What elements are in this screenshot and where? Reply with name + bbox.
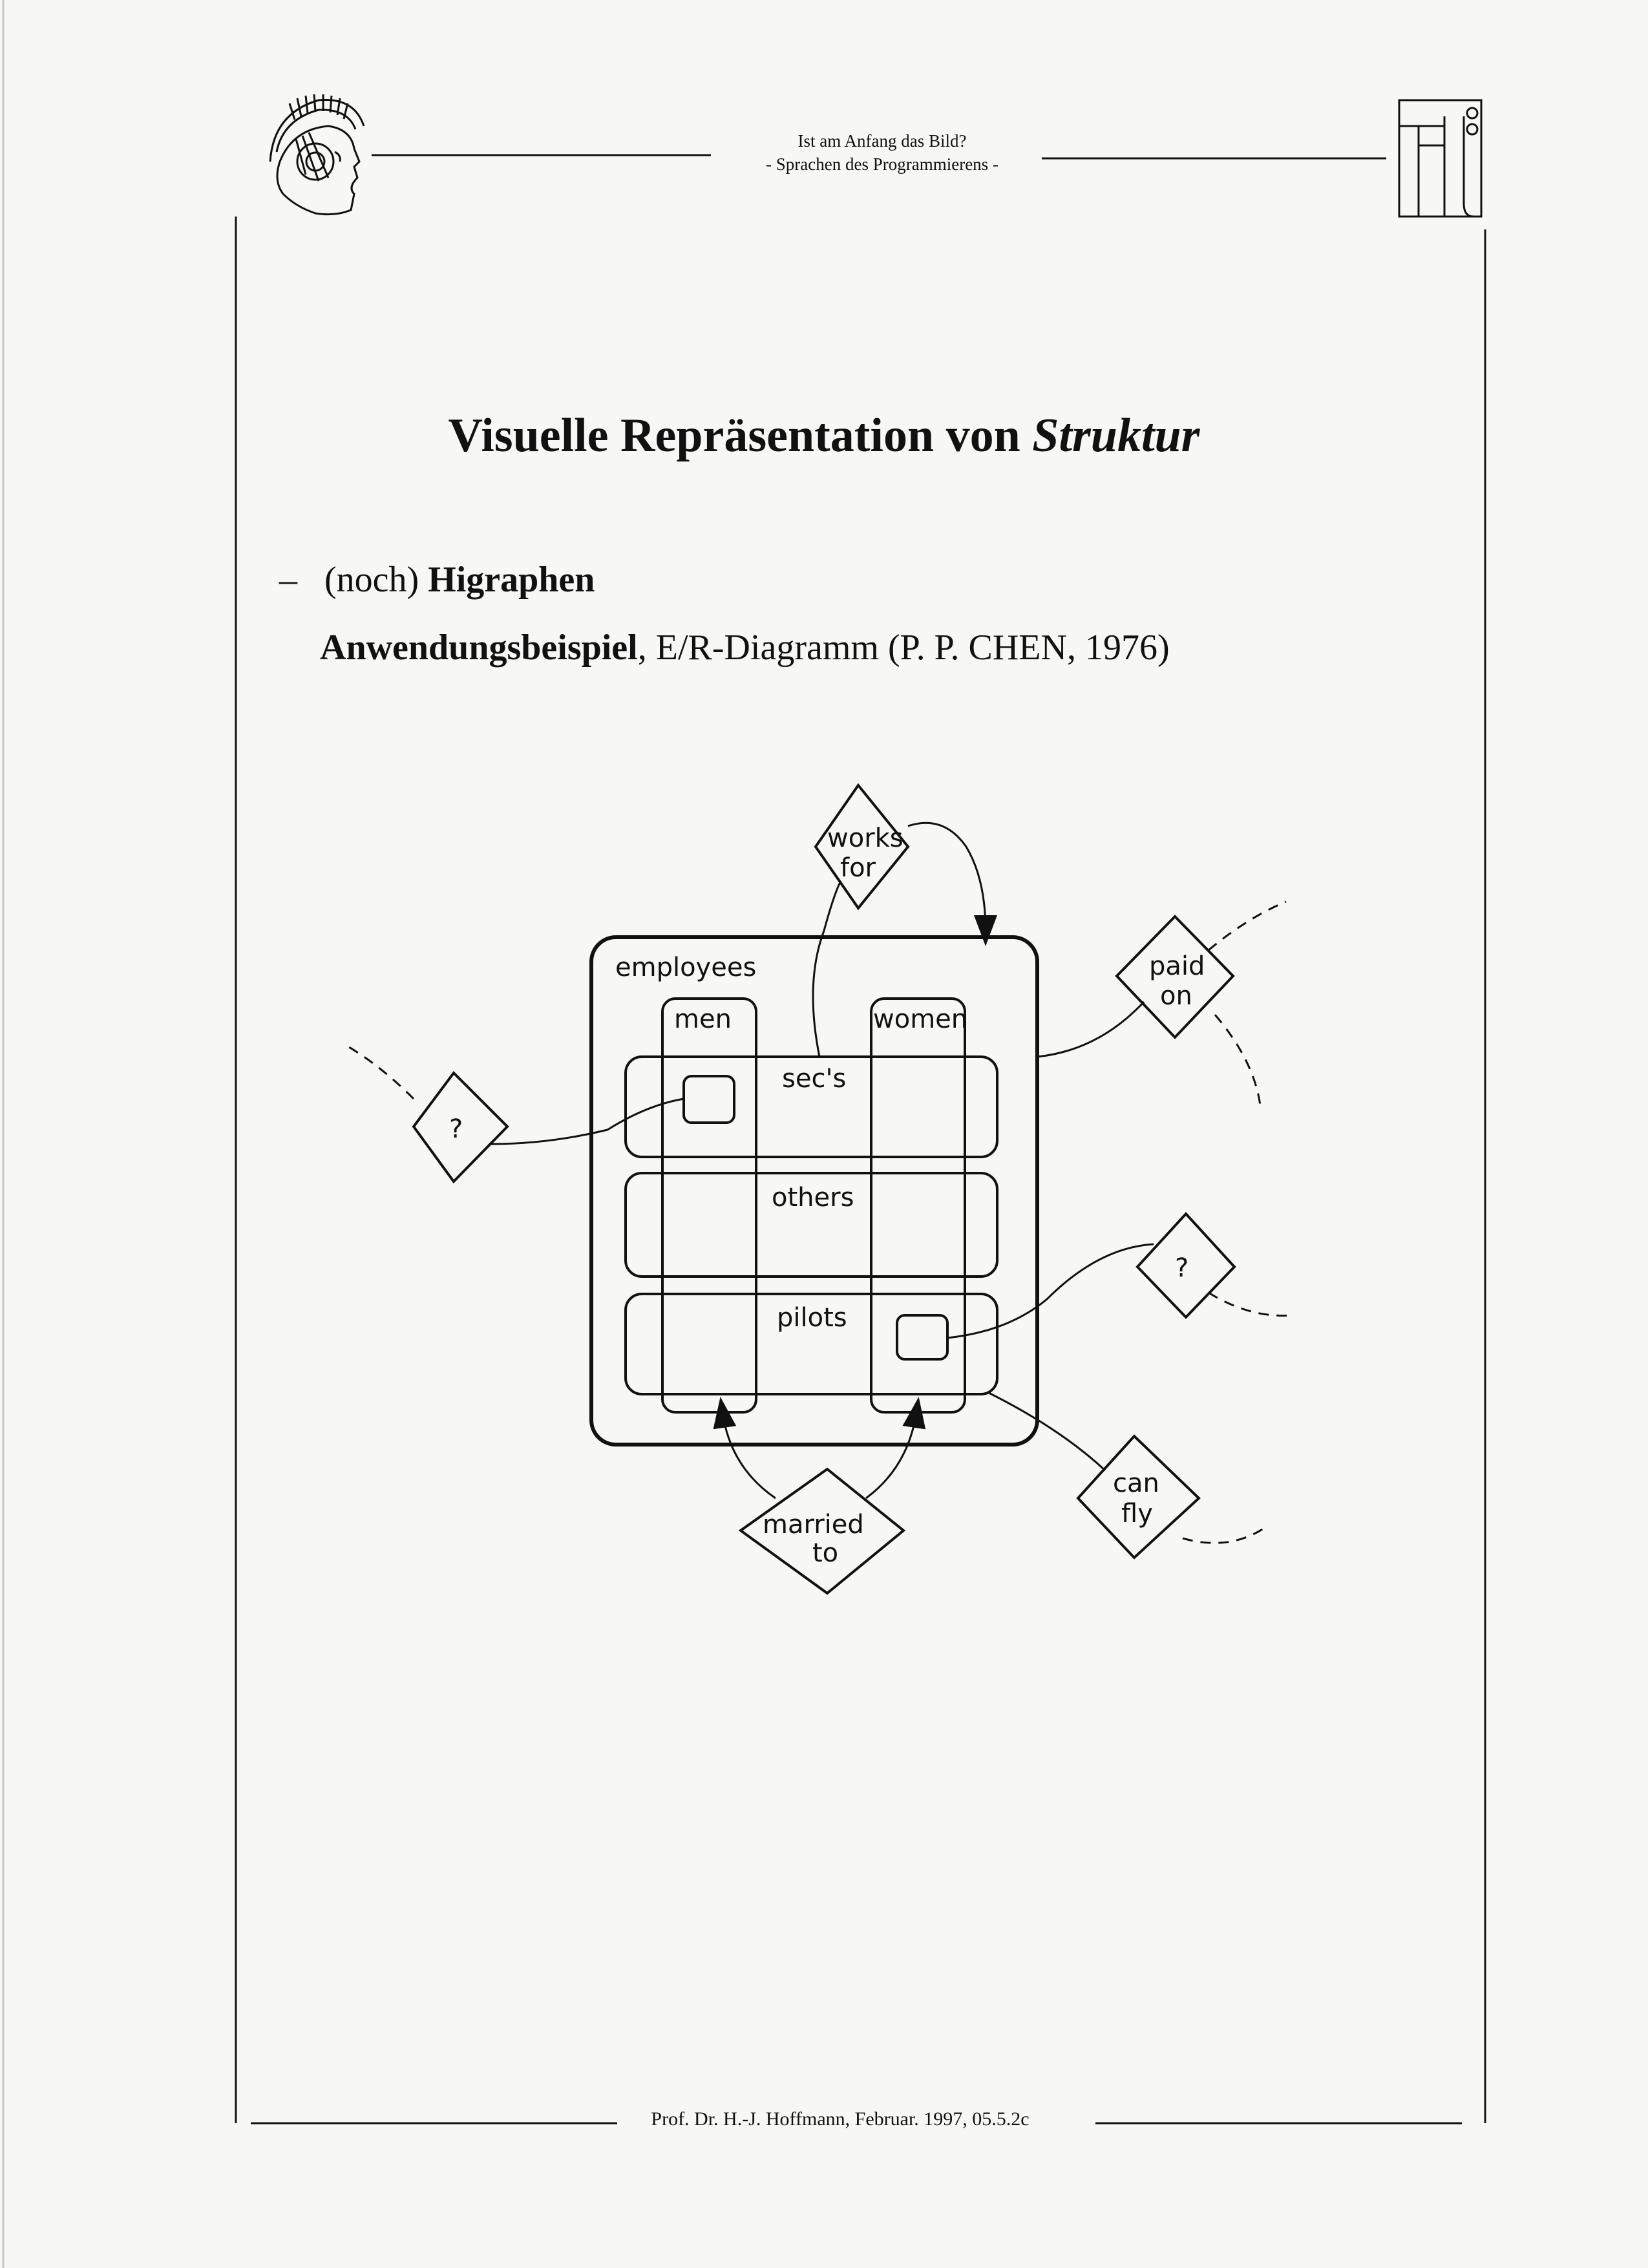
- question-right-label: ?: [1175, 1253, 1189, 1283]
- married-to-link-women: [866, 1412, 916, 1498]
- employees-label: employees: [615, 953, 757, 982]
- pilots-label: pilots: [777, 1303, 847, 1333]
- paid-on-link: [1037, 1002, 1144, 1057]
- female-pilots-box: [897, 1315, 947, 1359]
- bullet-term: Higraphen: [428, 560, 595, 600]
- men-column: [662, 999, 756, 1412]
- married-to-link-men: [723, 1412, 776, 1498]
- header-line-1: Ist am Anfang das Bild?: [798, 131, 967, 151]
- works-for-link-employees: [908, 823, 986, 931]
- question-left-link: [491, 1099, 684, 1144]
- paid-on-label-2: on: [1160, 981, 1192, 1011]
- paid-on-dashed-down: [1215, 1015, 1260, 1105]
- bullet-dash: –: [279, 560, 297, 600]
- can-fly-link: [989, 1393, 1105, 1470]
- example-rest: , E/R-Diagramm (P. P. CHEN, 1976): [637, 628, 1170, 668]
- can-fly-label-2: fly: [1121, 1499, 1153, 1529]
- others-label: others: [772, 1183, 854, 1213]
- question-left-dashed: [349, 1047, 414, 1099]
- men-label: men: [674, 1004, 732, 1034]
- can-fly-label-1: can: [1113, 1468, 1159, 1498]
- married-to-label-2: to: [812, 1538, 839, 1568]
- example-term: Anwendungsbeispiel: [320, 628, 638, 668]
- married-to-label-1: married: [763, 1510, 864, 1540]
- bullet-prefix: (noch): [324, 560, 419, 600]
- works-for-label-2: for: [840, 853, 876, 883]
- title-emphasis: Struktur: [1032, 409, 1200, 462]
- question-right-link: [947, 1244, 1154, 1338]
- paid-on-dashed-out: [1209, 902, 1286, 950]
- women-label: women: [873, 1004, 968, 1034]
- question-left-label: ?: [449, 1114, 463, 1144]
- paid-on-label-1: paid: [1149, 951, 1205, 981]
- male-secs-box: [684, 1076, 734, 1123]
- question-right-dashed: [1209, 1293, 1293, 1316]
- footer-text: Prof. Dr. H.-J. Hoffmann, Februar. 1997, 05.5.2c: [651, 2108, 1030, 2130]
- works-for-link-secs: [813, 882, 840, 1057]
- header-line-2: - Sprachen des Programmierens -: [766, 154, 998, 174]
- works-for-label-1: works: [827, 823, 903, 853]
- women-column: [871, 999, 968, 1412]
- secs-label: sec's: [782, 1064, 847, 1094]
- can-fly-dashed: [1183, 1529, 1263, 1543]
- title-main: Visuelle Repräsentation von: [448, 409, 1020, 462]
